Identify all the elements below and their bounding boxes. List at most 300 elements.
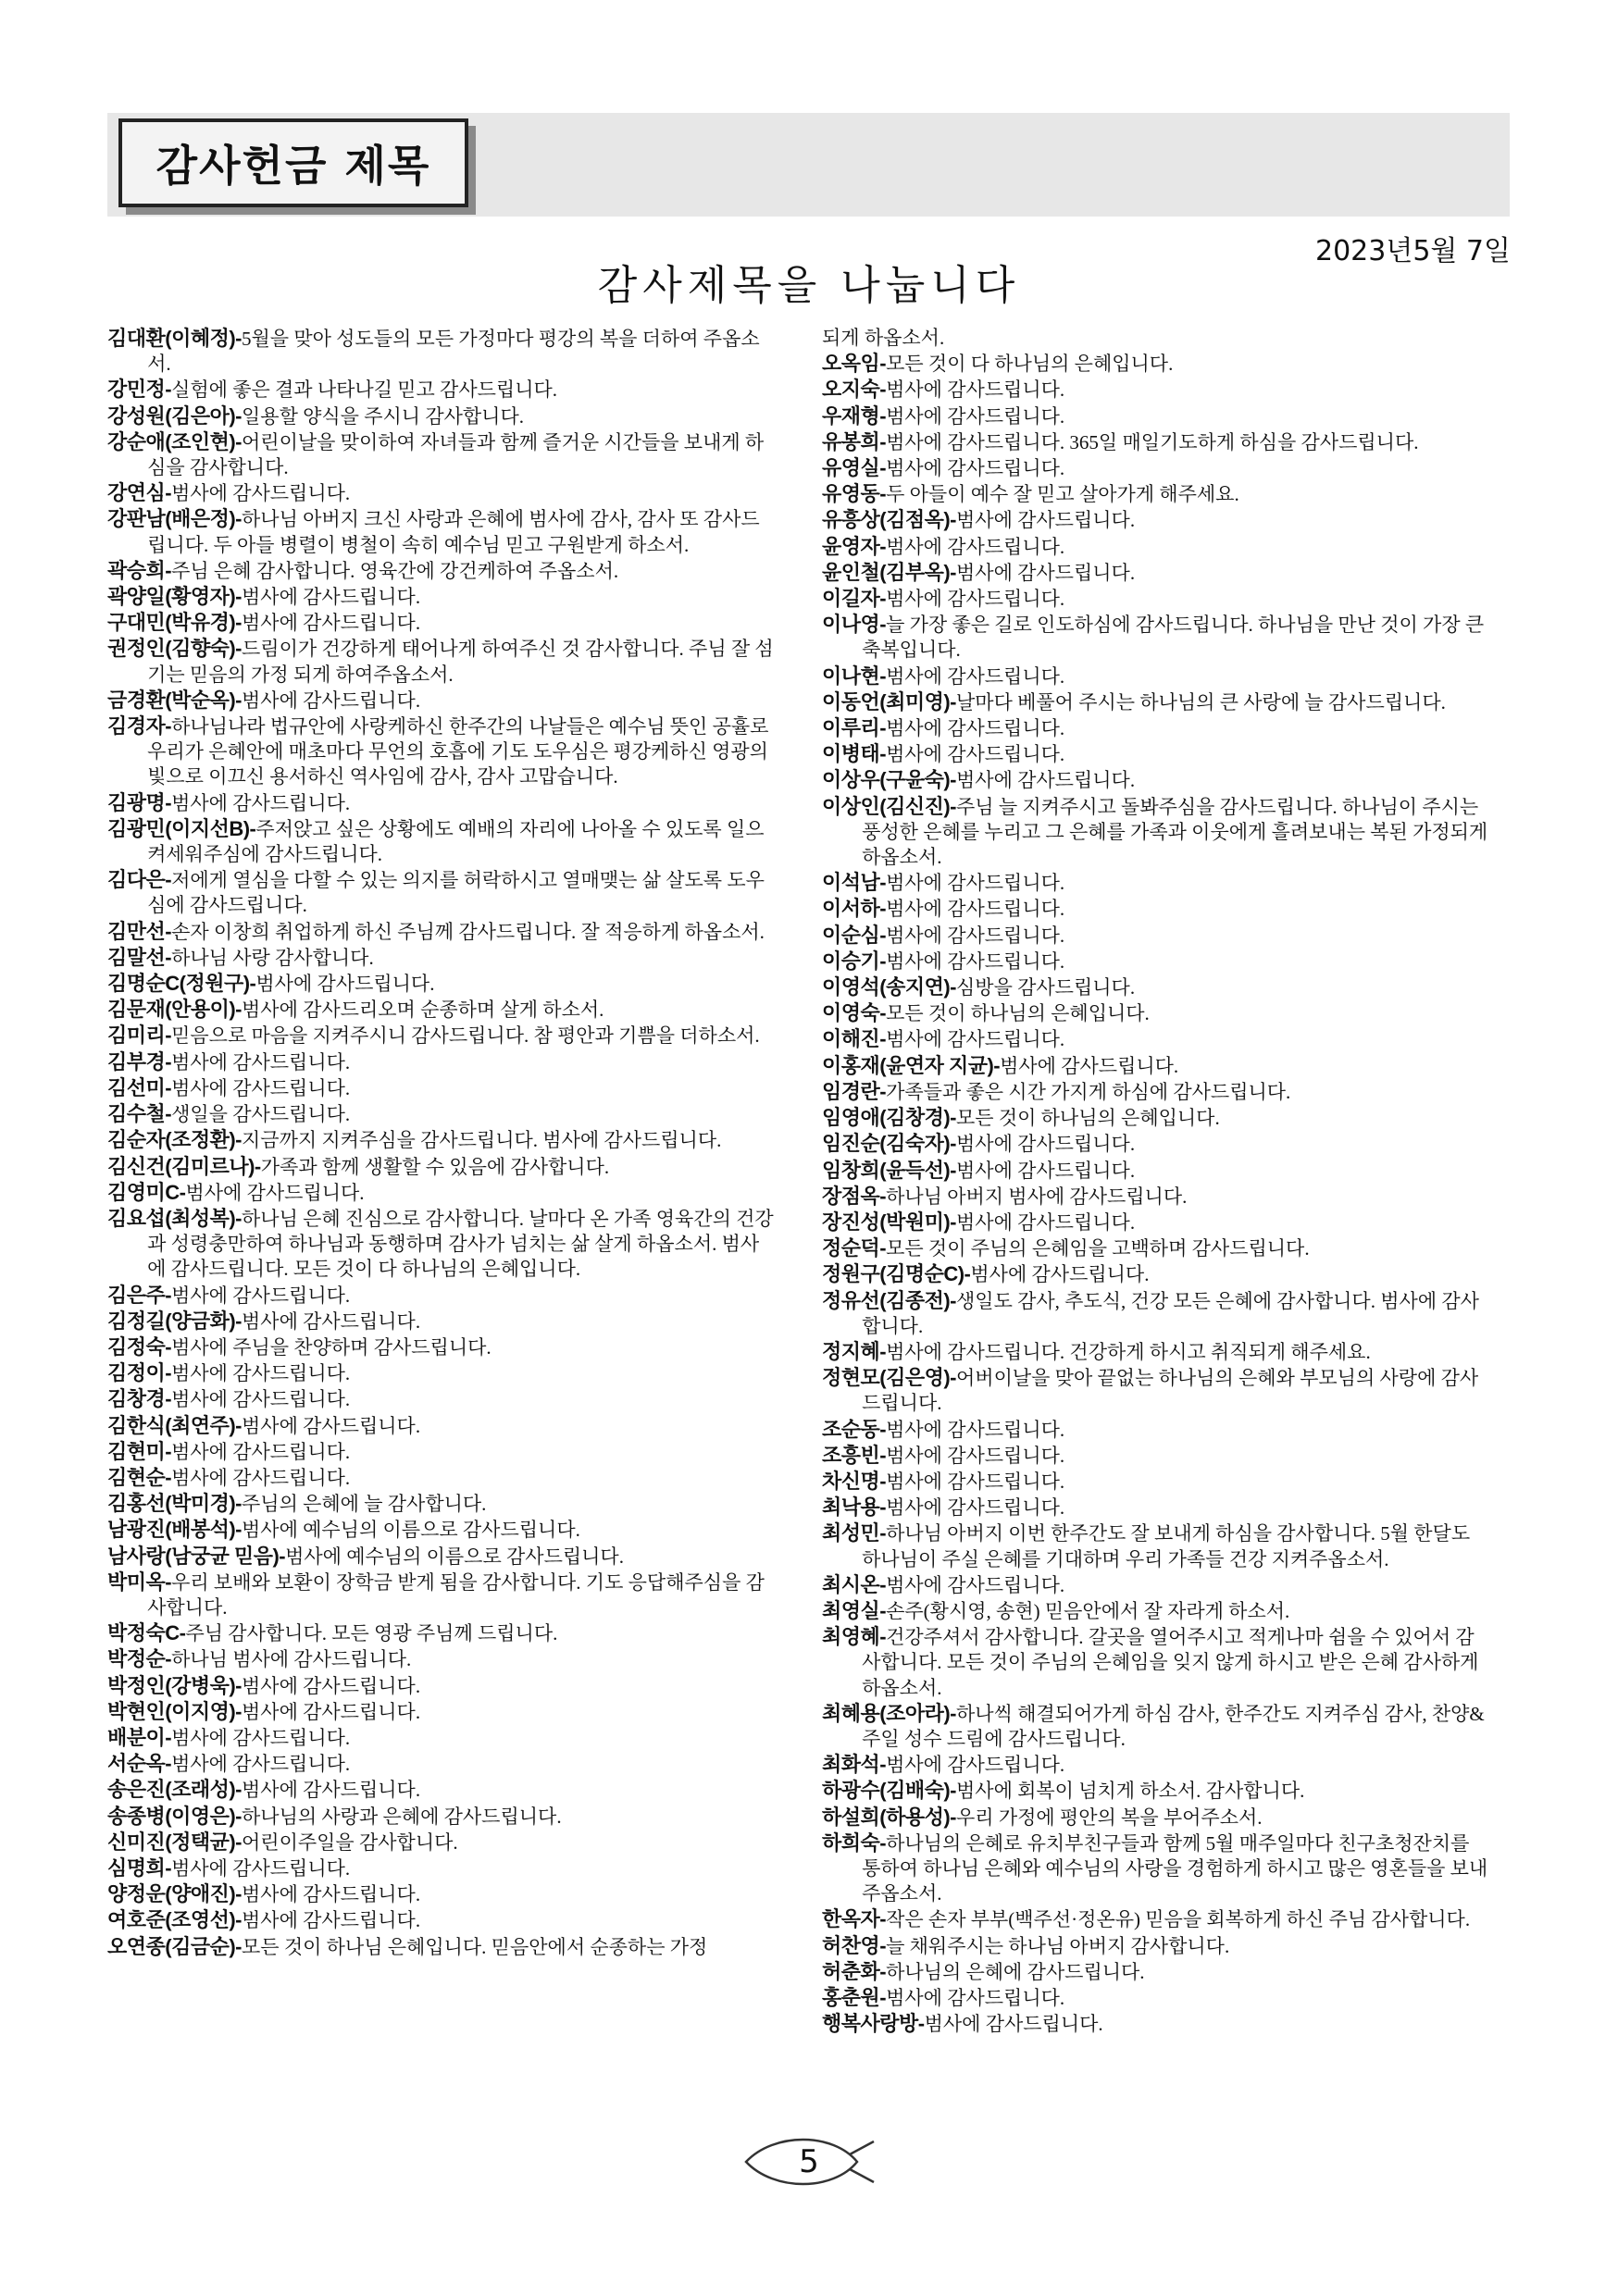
thanks-text: 심방을 감사드립니다.	[956, 976, 1136, 999]
bulletin-date: 2023년5월 7일	[1315, 235, 1511, 267]
thanks-text: 범사에 감사드립니다.	[242, 1779, 421, 1802]
thanks-entry	[822, 1261, 1488, 1287]
thanks-text: 범사에 감사드립니다.	[185, 1181, 365, 1204]
donor-name: 유봉희-	[822, 429, 887, 453]
thanks-text: 어린이날을 맞이하여 자녀들과 함께 즐거운 시간들을 보내게 하심을 감사합니다.	[147, 430, 765, 479]
thanks-entry	[822, 1495, 1488, 1520]
donor-name: 김수철-	[107, 1102, 172, 1126]
thanks-entry	[107, 584, 774, 610]
thanks-text: 범사에 감사드립니다.	[171, 791, 351, 814]
thanks-text: 범사에 감사드립니다.	[886, 457, 1065, 480]
donor-name: 양정운(양애진)-	[107, 1882, 242, 1906]
thanks-entry	[107, 1180, 774, 1206]
thanks-text: 두 아들이 예수 잘 믿고 살아가게 해주세요.	[886, 483, 1239, 506]
thanks-entry	[107, 480, 774, 506]
donor-name: 임영애(김창경)-	[822, 1106, 956, 1130]
thanks-text: 범사에 감사드립니다.	[171, 1076, 351, 1099]
thanks-text: 어린이주일을 감사합니다.	[242, 1831, 458, 1854]
thanks-text: 주님 은혜 감사합니다. 영육간에 강건케하여 주옵소서.	[171, 559, 619, 582]
thanks-text: 범사에 감사드립니다.	[242, 1674, 421, 1697]
donor-name: 금경환(박순옥)-	[107, 688, 242, 712]
donor-name: 김정이-	[107, 1361, 172, 1385]
thanks-text: 범사에 감사드립니다.	[886, 535, 1065, 558]
donor-name: 우재형-	[822, 403, 887, 428]
section-title: 감사헌금 제목	[156, 141, 431, 191]
thanks-text: 범사에 감사드립니다.	[171, 1466, 351, 1489]
thanks-text: 생일도 감사, 추도식, 건강 모든 은혜에 감사합니다. 범사에 감사합니다.	[862, 1289, 1479, 1337]
thanks-entry	[822, 1752, 1488, 1778]
donor-name: 최성민-	[822, 1521, 887, 1545]
thanks-entry	[107, 1360, 774, 1386]
thanks-entry	[107, 688, 774, 714]
donor-name: 최영혜-	[822, 1625, 887, 1649]
thanks-entry	[822, 507, 1488, 533]
thanks-entry	[107, 1023, 774, 1049]
donor-name: 김다은-	[107, 868, 172, 892]
thanks-entry	[107, 1154, 774, 1180]
thanks-text: 하나님 아버지 이번 한주간도 잘 보내게 하심을 감사합니다. 5월 한달도 하나님이 주실 은혜를 기대하며 우리 가족들 건강 지켜주옵소서.	[862, 1522, 1471, 1570]
thanks-entry	[107, 945, 774, 971]
left-column	[107, 326, 774, 1960]
donor-name: 하희숙-	[822, 1831, 887, 1855]
thanks-entry	[107, 1620, 774, 1646]
thanks-entry	[107, 1334, 774, 1360]
thanks-entry	[822, 896, 1488, 922]
thanks-text: 범사에 감사드립니다.	[171, 1726, 351, 1749]
thanks-text: 범사에 주님을 찬양하며 감사드립니다.	[171, 1335, 492, 1359]
thanks-entry	[107, 558, 774, 584]
thanks-entry	[822, 403, 1488, 429]
donor-name: 남광진(배봉석)-	[107, 1518, 242, 1542]
donor-name: 윤인철(김부옥)-	[822, 560, 956, 584]
thanks-text: 범사에 감사드립니다.	[886, 1496, 1065, 1520]
thanks-entry	[822, 1339, 1488, 1365]
thanks-text: 범사에 감사드립니다.	[242, 1883, 421, 1906]
donor-name: 정지혜-	[822, 1339, 887, 1363]
thanks-text: 범사에 감사드립니다.	[970, 1263, 1150, 1286]
donor-name: 권정인(김향숙)-	[107, 637, 242, 661]
thanks-entry	[822, 1985, 1488, 2011]
donor-name: 이상우(구윤숙)-	[822, 768, 956, 792]
thanks-entry	[822, 1235, 1488, 1261]
thanks-entry	[822, 1701, 1488, 1752]
thanks-text: 모든 것이 하나님의 은혜입니다.	[886, 1002, 1150, 1025]
thanks-entry	[822, 455, 1488, 481]
thanks-entry	[822, 1105, 1488, 1131]
thanks-text: 드림이가 건강하게 태어나게 하여주신 것 감사합니다. 주님 잘 섬기는 믿음의 가정 되게 하여주옵소서.	[147, 638, 774, 686]
donor-name: 김은주-	[107, 1283, 172, 1307]
donor-name: 정원구(김명순C)-	[822, 1262, 971, 1286]
donor-name: 한옥자-	[822, 1907, 887, 1931]
thanks-entry	[822, 1469, 1488, 1495]
section-title-box	[118, 118, 468, 207]
thanks-text: 가족과 함께 생활할 수 있음에 감사합니다.	[260, 1155, 610, 1178]
thanks-text: 늘 가장 좋은 길로 인도하심에 감사드립니다. 하나님을 만난 것이 가장 큰 축복입니다.	[862, 614, 1485, 662]
thanks-entry	[107, 636, 774, 687]
thanks-entry	[107, 919, 774, 945]
donor-name: 김현미-	[107, 1439, 172, 1463]
donor-name: 이나현-	[822, 664, 887, 688]
donor-name: 최시온-	[822, 1572, 887, 1596]
thanks-text: 범사에 감사드립니다.	[886, 404, 1065, 428]
donor-name: 여호준(조영선)-	[107, 1908, 242, 1932]
thanks-text: 범사에 감사드립니다.	[171, 1856, 351, 1880]
thanks-text: 저에게 열심을 다할 수 있는 의지를 허락하시고 열매맺는 삶 살도록 도우심에 감사드립니다.	[147, 869, 765, 917]
thanks-entry	[107, 1907, 774, 1933]
thanks-entry	[822, 534, 1488, 560]
donor-name: 김현순-	[107, 1465, 172, 1489]
donor-name: 김한식(최연주)-	[107, 1413, 242, 1437]
thanks-entry	[107, 1934, 774, 1960]
donor-name: 김창경-	[107, 1387, 172, 1411]
donor-name: 송종병(이영은)-	[107, 1804, 242, 1828]
donor-name: 김만선-	[107, 919, 172, 943]
donor-name: 박정숙C-	[107, 1621, 186, 1645]
thanks-text: 범사에 감사드립니다.	[171, 1050, 351, 1074]
donor-name: 조순동-	[822, 1417, 887, 1441]
thanks-text: 범사에 감사드립니다.	[171, 1362, 351, 1385]
donor-name: 이영석(송지연)-	[822, 975, 956, 999]
thanks-entry	[822, 1520, 1488, 1571]
thanks-entry	[107, 1206, 774, 1283]
right-column	[822, 326, 1488, 2037]
thanks-entry	[107, 867, 774, 918]
thanks-entry	[822, 481, 1488, 507]
thanks-text: 날마다 베풀어 주시는 하나님의 큰 사랑에 늘 감사드립니다.	[956, 690, 1446, 714]
donor-name: 신미진(정택균)-	[107, 1830, 242, 1854]
thanks-text: 하나님 은혜 진심으로 감사합니다. 날마다 온 가족 영육간의 건강과 성령충만하여 하나님과 동행하며 감사가 넘치는 삶 살게 하옵소서. 범사에 감사드립니다. 모든 것이 다 하나님의 은혜입니다.	[147, 1207, 774, 1281]
thanks-entry	[822, 1805, 1488, 1831]
thanks-text: 범사에 감사드립니다.	[255, 973, 435, 996]
thanks-entry	[107, 377, 774, 403]
donor-name: 곽승희-	[107, 558, 172, 582]
thanks-text: 범사에 예수님의 이름으로 감사드립니다.	[242, 1519, 580, 1542]
donor-name: 김경자-	[107, 714, 172, 738]
thanks-entry	[822, 429, 1488, 455]
thanks-text: 범사에 감사드립니다.	[171, 1753, 351, 1776]
thanks-entry	[107, 971, 774, 997]
thanks-text: 범사에 감사드립니다.	[956, 561, 1136, 584]
thanks-entry	[822, 1026, 1488, 1052]
thanks-text: 범사에 감사드립니다.	[886, 872, 1065, 895]
thanks-text: 모든 것이 다 하나님의 은혜입니다.	[886, 353, 1174, 376]
thanks-entry	[822, 586, 1488, 612]
thanks-text: 범사에 감사드립니다.	[242, 1700, 421, 1723]
donor-name: 윤영자-	[822, 534, 887, 558]
donor-name: 임창희(윤득선)-	[822, 1158, 956, 1182]
donor-name: 김정길(양금화)-	[107, 1309, 242, 1333]
thanks-text: 손자 이창희 취업하게 하신 주님께 감사드립니다. 잘 적응하게 하옵소서.	[171, 920, 765, 943]
thanks-entry	[822, 870, 1488, 896]
donor-name: 이서하-	[822, 897, 887, 921]
thanks-text: 모든 것이 하나님의 은혜입니다.	[956, 1107, 1220, 1130]
thanks-text: 범사에 예수님의 이름으로 감사드립니다.	[285, 1545, 624, 1568]
donor-name: 최화석-	[822, 1753, 887, 1777]
donor-name: 이길자-	[822, 587, 887, 611]
thanks-text: 우리 보배와 보환이 장학금 받게 됨을 감사합니다. 기도 응답해주심을 감사합니다.	[147, 1570, 765, 1619]
donor-name: 임경란-	[822, 1079, 887, 1103]
thanks-text: 범사에 감사드립니다.	[886, 379, 1065, 402]
donor-name: 차신명-	[822, 1469, 887, 1493]
thanks-text: 일용할 양식을 주시니 감사합니다.	[242, 404, 525, 428]
thanks-entry	[107, 1830, 774, 1855]
thanks-entry	[107, 790, 774, 816]
donor-name: 이석남-	[822, 871, 887, 895]
thanks-text: 하나님의 사랑과 은혜에 감사드립니다.	[242, 1805, 562, 1828]
donor-name: 허찬영-	[822, 1933, 887, 1957]
thanks-text: 5월을 맞아 성도들의 모든 가정마다 평강의 복을 더하여 주옵소서.	[147, 328, 760, 376]
thanks-text: 범사에 감사드립니다.	[886, 1754, 1065, 1777]
thanks-entry	[107, 816, 774, 867]
thanks-entry	[107, 429, 774, 480]
donor-name: 이병태-	[822, 742, 887, 766]
thanks-entry	[107, 1881, 774, 1907]
thanks-text: 범사에 감사드립니다.	[171, 1284, 351, 1307]
donor-name: 박미옥-	[107, 1570, 172, 1594]
thanks-entry	[822, 1778, 1488, 1804]
donor-name: 이영숙-	[822, 1001, 887, 1025]
thanks-entry	[822, 949, 1488, 974]
thanks-text: 범사에 감사드립니다.	[1000, 1054, 1179, 1077]
thanks-text: 범사에 감사드립니다.	[242, 1414, 421, 1437]
thanks-entry	[822, 1598, 1488, 1624]
thanks-text: 주님 늘 지켜주시고 돌봐주심을 감사드립니다. 하나님이 주시는 풍성한 은혜를 누리고 그 은혜를 가족과 이웃에게 흘려보내는 복된 가정되게 하옵소서.	[862, 795, 1488, 869]
thanks-entry	[822, 1158, 1488, 1184]
thanks-text: 범사에 감사드립니다.	[242, 1909, 421, 1932]
thanks-text: 모든 것이 주님의 은혜임을 고백하며 감사드립니다.	[886, 1237, 1310, 1260]
thanks-entry	[822, 1572, 1488, 1598]
thanks-text: 범사에 감사드립니다.	[886, 1418, 1065, 1441]
thanks-entry	[107, 506, 774, 557]
donor-name: 강성원(김은아)-	[107, 403, 242, 428]
donor-name: 조흥빈-	[822, 1443, 887, 1467]
donor-name: 하설희(하용성)-	[822, 1805, 956, 1829]
thanks-text: 범사에 감사드립니다.	[886, 1444, 1065, 1467]
thanks-text: 범사에 감사드립니다.	[886, 588, 1065, 611]
thanks-text: 가족들과 좋은 시간 가지게 하심에 감사드립니다.	[886, 1080, 1291, 1103]
donor-name: 하광수(김배숙)-	[822, 1779, 956, 1803]
thanks-entry	[107, 1699, 774, 1725]
thanks-entry	[822, 715, 1488, 741]
thanks-entry	[822, 2011, 1488, 2037]
thanks-entry	[822, 741, 1488, 767]
donor-name: 김순자(조정환)-	[107, 1128, 242, 1152]
thanks-entry	[107, 1725, 774, 1751]
thanks-entry	[107, 1283, 774, 1309]
thanks-entry	[107, 1804, 774, 1830]
thanks-text: 실험에 좋은 결과 나타나길 믿고 감사드립니다.	[171, 379, 558, 402]
donor-name: 김명순C(정원구)-	[107, 972, 256, 996]
donor-name: 김문재(안용이)-	[107, 998, 242, 1022]
donor-name: 오옥임-	[822, 352, 887, 376]
donor-name: 남사랑(남궁균 믿음)-	[107, 1544, 286, 1568]
donor-name: 유흥상(김점옥)-	[822, 508, 956, 532]
donor-name: 김부경-	[107, 1049, 172, 1074]
headline: 감사제목을 나눕니다	[597, 262, 1021, 309]
thanks-entry	[822, 1000, 1488, 1026]
donor-name: 유영동-	[822, 482, 887, 506]
thanks-text: 범사에 감사드립니다.	[956, 509, 1136, 532]
thanks-entry	[822, 1933, 1488, 1959]
thanks-entry	[822, 1365, 1488, 1416]
donor-name: 정현모(김은영)-	[822, 1366, 956, 1390]
thanks-entry	[822, 351, 1488, 377]
thanks-text: 늘 채워주시는 하나님 아버지 감사합니다.	[886, 1934, 1230, 1957]
thanks-text: 범사에 감사드립니다.	[886, 1470, 1065, 1493]
thanks-entry	[107, 1413, 774, 1439]
thanks-text: 범사에 감사드립니다.	[956, 769, 1136, 792]
donor-name: 이순심-	[822, 923, 887, 947]
donor-name: 이루리-	[822, 716, 887, 740]
page-number: 5	[799, 2143, 819, 2180]
donor-name: 박정순-	[107, 1647, 172, 1671]
donor-name: 김정숙-	[107, 1334, 172, 1359]
donor-name: 정유선(김종전)-	[822, 1288, 956, 1312]
thanks-text: 하나님 아버지 범사에 감사드립니다.	[886, 1185, 1188, 1208]
donor-name: 임진순(김숙자)-	[822, 1132, 956, 1156]
thanks-entry	[107, 1517, 774, 1543]
page-footer	[741, 2132, 877, 2191]
thanks-text: 범사에 감사드립니다.	[886, 898, 1065, 921]
thanks-entry	[822, 560, 1488, 586]
donor-name: 김대환(이혜정)-	[107, 327, 242, 350]
thanks-entry	[107, 1465, 774, 1491]
thanks-entry	[822, 1443, 1488, 1469]
thanks-entry	[822, 794, 1488, 871]
thanks-entry	[107, 1673, 774, 1699]
thanks-text: 범사에 감사드립니다.	[886, 949, 1065, 973]
thanks-text: 범사에 회복이 넘치게 하소서. 감사합니다.	[956, 1780, 1305, 1803]
donor-name: 김말선-	[107, 945, 172, 969]
thanks-entry	[822, 377, 1488, 403]
donor-name: 허춘화-	[822, 1959, 887, 1983]
donor-name: 홍춘원-	[822, 1986, 887, 2009]
thanks-text: 범사에 감사드립니다.	[886, 1573, 1065, 1596]
donor-name: 김홍선(박미경)-	[107, 1492, 242, 1516]
thanks-text: 범사에 감사드립니다.	[956, 1210, 1136, 1234]
thanks-entry	[107, 997, 774, 1023]
donor-name: 강연심-	[107, 481, 172, 505]
thanks-entry	[107, 610, 774, 636]
thanks-entry	[822, 664, 1488, 689]
thanks-text: 하나님의 은혜에 감사드립니다.	[886, 1960, 1145, 1983]
thanks-entry	[107, 1751, 774, 1777]
thanks-text: 범사에 감사드립니다.	[242, 1309, 421, 1333]
donor-name: 행복사랑방-	[822, 2012, 925, 2036]
donor-name: 이나영-	[822, 613, 887, 637]
thanks-entry	[822, 1831, 1488, 1907]
thanks-text: 하나님 범사에 감사드립니다.	[171, 1648, 412, 1671]
donor-name: 최혜용(조아라)-	[822, 1701, 956, 1725]
thanks-text: 범사에 감사드립니다.	[171, 1388, 351, 1411]
thanks-text: 생일을 감사드립니다.	[171, 1103, 351, 1126]
donor-name: 김미리-	[107, 1024, 172, 1048]
donor-name: 오연종(김금순)-	[107, 1934, 242, 1958]
donor-name: 김광명-	[107, 790, 172, 814]
thanks-entry	[107, 1570, 774, 1620]
thanks-entry	[822, 1184, 1488, 1210]
thanks-entry	[822, 1210, 1488, 1235]
thanks-text: 범사에 감사드립니다.	[886, 717, 1065, 740]
thanks-entry	[107, 1646, 774, 1672]
donor-name: 심명희-	[107, 1855, 172, 1880]
donor-name: 김신건(김미르나)-	[107, 1154, 261, 1178]
thanks-text: 범사에 감사드립니다.	[956, 1133, 1136, 1156]
donor-name: 박현인(이지영)-	[107, 1699, 242, 1723]
donor-name: 이상인(김신진)-	[822, 794, 956, 818]
donor-name: 정순덕-	[822, 1236, 887, 1260]
thanks-text: 범사에 감사드립니다.	[171, 1440, 351, 1463]
thanks-entry	[822, 1417, 1488, 1443]
thanks-entry	[822, 1288, 1488, 1339]
thanks-text: 손주(황시영, 송현) 믿음안에서 잘 자라게 하소서.	[886, 1599, 1290, 1622]
thanks-entry	[107, 1101, 774, 1127]
donor-name: 이해진-	[822, 1027, 887, 1051]
donor-name: 이홍재(윤연자 지균)-	[822, 1053, 1001, 1077]
donor-name: 김선미-	[107, 1075, 172, 1099]
thanks-entry	[822, 923, 1488, 949]
donor-name: 강민정-	[107, 378, 172, 402]
thanks-text: 범사에 감사드리오며 순종하며 살게 하소서.	[242, 999, 604, 1022]
thanks-text: 범사에 감사드립니다.	[242, 689, 421, 712]
thanks-text: 지금까지 지켜주심을 감사드립니다. 범사에 감사드립니다.	[242, 1129, 722, 1152]
donor-name: 강순애(조인현)-	[107, 429, 242, 453]
thanks-text: 범사에 감사드립니다.	[242, 586, 421, 609]
thanks-text: 범사에 감사드립니다.	[886, 664, 1065, 688]
thanks-text: 범사에 감사드립니다.	[886, 743, 1065, 766]
thanks-text: 하나님의 은혜로 유치부친구들과 함께 5월 매주일마다 친구초청잔치를 통하여 하나님 은혜와 예수님의 사랑을 경험하게 하시고 많은 영혼들을 보내주옵소서.	[862, 1831, 1488, 1905]
donor-name: 최영실-	[822, 1598, 887, 1622]
thanks-text: 범사에 감사드립니다.	[886, 1987, 1065, 2009]
thanks-text: 하나님 아버지 크신 사랑과 은혜에 범사에 감사, 감사 또 감사드립니다. 두 아들 병렬이 병철이 속히 예수님 믿고 구원받게 하소서.	[147, 508, 760, 556]
thanks-text: 범사에 감사드립니다.	[171, 482, 351, 505]
donor-name: 김영미C-	[107, 1180, 186, 1204]
thanks-text: 하나님 사랑 감사합니다.	[171, 946, 374, 969]
thanks-entry	[107, 1386, 774, 1412]
thanks-entry	[822, 974, 1488, 1000]
thanks-entry	[107, 1309, 774, 1334]
thanks-entry	[822, 1131, 1488, 1157]
thanks-entry	[822, 1959, 1488, 1985]
thanks-text: 범사에 감사드립니다.	[924, 2013, 1103, 2036]
thanks-entry	[107, 714, 774, 790]
thanks-text: 범사에 감사드립니다.	[886, 1028, 1065, 1051]
thanks-text: 우리 가정에 평안의 복을 부어주소서.	[956, 1806, 1263, 1829]
thanks-text: 범사에 감사드립니다.	[242, 612, 421, 635]
thanks-entry	[107, 1075, 774, 1101]
thanks-entry	[822, 1053, 1488, 1079]
donor-name: 강판남(배은정)-	[107, 507, 242, 531]
thanks-text: 범사에 감사드립니다.	[886, 924, 1065, 947]
donor-name: 장진성(박원미)-	[822, 1210, 956, 1234]
thanks-text: 범사에 감사드립니다.	[956, 1159, 1136, 1182]
thanks-text: 믿음으로 마음을 지켜주시니 감사드립니다. 참 평안과 기쁨을 더하소서.	[171, 1024, 760, 1048]
thanks-entry	[822, 1079, 1488, 1105]
thanks-text: 하나씩 해결되어가게 하심 감사, 한주간도 지켜주심 감사, 찬양&주일 성수 드림에 감사드립니다.	[862, 1702, 1485, 1750]
thanks-text: 어버이날을 맞아 끝없는 하나님의 은혜와 부모님의 사랑에 감사드립니다.	[862, 1367, 1479, 1415]
thanks-entry	[822, 612, 1488, 663]
donor-name: 오지숙-	[822, 378, 887, 402]
thanks-text: 모든 것이 하나님 은혜입니다. 믿음안에서 순종하는 가정	[242, 1935, 708, 1958]
thanks-entry	[107, 326, 774, 377]
donor-name: 이승기-	[822, 949, 887, 973]
thanks-entry	[107, 1855, 774, 1881]
donor-name: 장점옥-	[822, 1184, 887, 1208]
thanks-entry	[822, 689, 1488, 715]
donor-name: 김요섭(최성복)-	[107, 1206, 242, 1230]
thanks-entry	[107, 403, 774, 429]
thanks-text: 범사에 감사드립니다. 365일 매일기도하게 하심을 감사드립니다.	[886, 430, 1419, 453]
